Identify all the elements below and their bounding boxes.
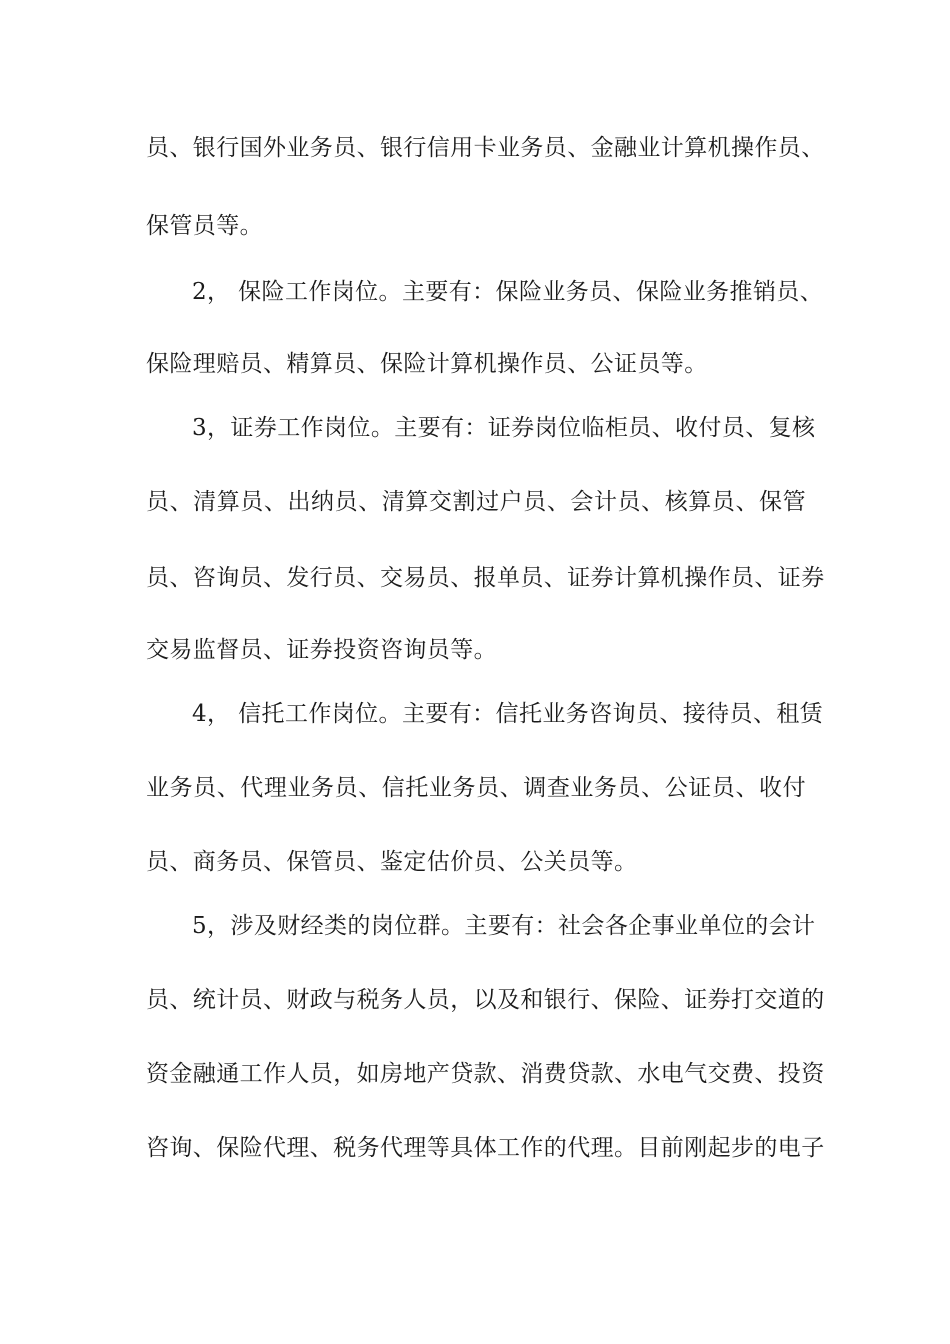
text-line: 保险理赔员、精算员、保险计算机操作员、公证员等。 xyxy=(146,351,708,377)
text-line: 5，涉及财经类的岗位群。主要有：社会各企事业单位的会计 xyxy=(192,913,816,939)
text-line: 员、统计员、财政与税务人员，以及和银行、保险、证券打交道的 xyxy=(146,987,825,1013)
text-line: 资金融通工作人员，如房地产贷款、消费贷款、水电气交费、投资 xyxy=(146,1061,825,1087)
text-line: 3，证券工作岗位。主要有：证券岗位临柜员、收付员、复核 xyxy=(192,415,816,441)
text-line: 员、银行国外业务员、银行信用卡业务员、金融业计算机操作员、 xyxy=(146,135,825,161)
text-line: 员、清算员、出纳员、清算交割过户员、会计员、核算员、保管 xyxy=(146,489,806,515)
text-line: 保管员等。 xyxy=(146,213,263,239)
text-line: 咨询、保险代理、税务代理等具体工作的代理。目前刚起步的电子 xyxy=(146,1135,825,1161)
text-line: 业务员、代理业务员、信托业务员、调查业务员、公证员、收付 xyxy=(146,775,806,801)
text-line: 员、商务员、保管员、鉴定估价员、公关员等。 xyxy=(146,849,638,875)
text-line: 4， 信托工作岗位。主要有：信托业务咨询员、接待员、租赁 xyxy=(192,701,824,727)
text-line: 员、咨询员、发行员、交易员、报单员、证券计算机操作员、证券 xyxy=(146,565,825,591)
text-line: 2， 保险工作岗位。主要有：保险业务员、保险业务推销员、 xyxy=(192,279,824,305)
text-line: 交易监督员、证券投资咨询员等。 xyxy=(146,637,497,663)
